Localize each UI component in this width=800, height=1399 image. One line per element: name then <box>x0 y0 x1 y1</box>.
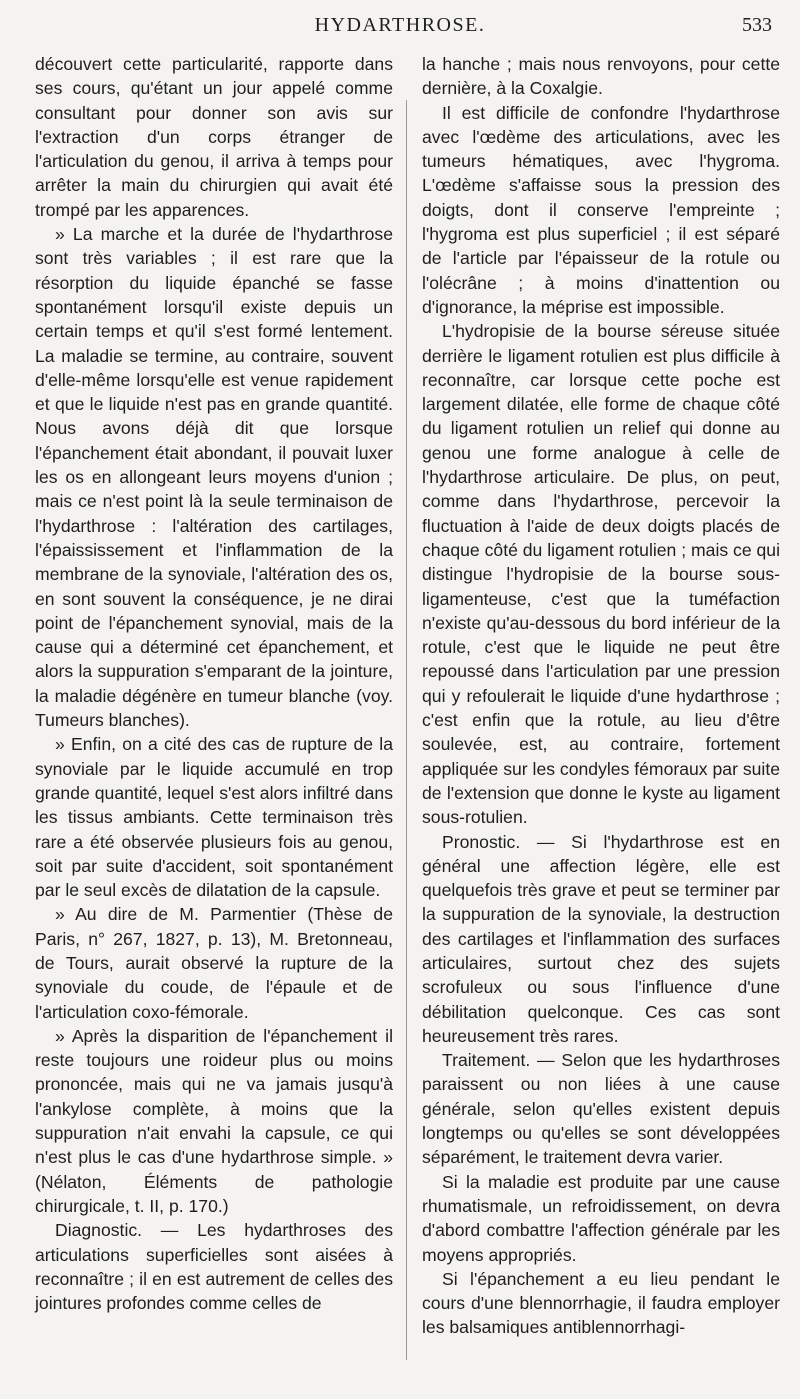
page-number: 533 <box>742 14 772 36</box>
paragraph: » Après la disparition de l'épanchement il reste toujours une roideur plus ou moins prononcée, mais qui ne va jamais jusqu'à l'ankylose complète, à moins que la suppuration n'ait envahi la capsule, ce qui n'est plus le cas d'une hydarthrose simple. » (Nélaton, Éléments de pathologie chirurgicale, t. II, p. 170.) <box>35 1025 393 1216</box>
paragraph: Si l'épanchement a eu lieu pendant le cours d'une blennorrhagie, il faudra employer les balsamiques antiblennorrhagi- <box>422 1268 780 1338</box>
page-header <box>0 8 800 42</box>
paragraph: » Enfin, on a cité des cas de rupture de la synoviale par le liquide accumulé en trop grande quantité, lequel s'est alors infiltré dans les tissus ambiants. Cette terminaison très rare a été observée plusieurs fois au genou, soit par suite d'accident, soit spontanément par le seul excès de dilatation de la capsule. <box>35 734 393 901</box>
paragraph: découvert cette particularité, rapporte dans ses cours, qu'étant un jour appelé comme consultant pour donner son avis sur l'extraction d'un corps étranger de l'articulation du genou, il arriva à temps pour arrêter la main du chirurgien qui avait été trompé par les apparences. <box>35 54 393 220</box>
paragraph: la hanche ; mais nous renvoyons, pour cette dernière, à la Coxalgie. <box>422 54 780 99</box>
left-column <box>35 52 393 1315</box>
paragraph: » Au dire de M. Parmentier (Thèse de Paris, n° 267, 1827, p. 13), M. Bretonneau, de Tours, aurait observé la rupture de la synoviale du coude, de l'épaule et de l'articulation coxo-fémorale. <box>35 904 393 1022</box>
paragraph: Il est difficile de confondre l'hydarthrose avec l'œdème des articulations, avec les tumeurs hématiques, avec l'hygroma. L'œdème s'affaisse sous la pression des doigts, dont il conserve l'empreinte ; l'hygroma est plus superficiel ; il est séparé de l'article par l'épaisseur de la rotule ou l'olécrâne ; à moins d'inattention ou d'ignorance, la méprise est impossible. <box>422 102 780 317</box>
paragraph: L'hydropisie de la bourse séreuse située derrière le ligament rotulien est plus difficile à reconnaître, car lorsque cette poche est largement dilatée, elle forme de chaque côté du ligament rotulien un relief qui donne au genou une forme analogue à celle de l'hydarthrose articulaire. De plus, on peut, comme dans l'hydarthrose, percevoir la fluctuation à l'aide de deux doigts placés de chaque côté du ligament rotulien ; mais ce qui distingue l'hydropisie de la bourse sous-ligamenteuse, c'est que la tuméfaction n'existe qu'au-dessous du bord inférieur de la rotule, c'est que le liquide ne peut être repoussé dans l'articulation par une pression qui y refoulerait le liquide d'une hydarthrose ; c'est enfin que la rotule, au lieu d'être soulevée, est, au contraire, fortement appliquée sur les condyles fémoraux par suite de l'extension que donne le kyste au ligament sous-rotulien. <box>422 321 780 828</box>
paragraph: Pronostic. — Si l'hydarthrose est en général une affection légère, elle est quelquefois très grave et peut se terminer par la suppuration de la synoviale, la destruction des cartilages et l'inflammation des surfaces articulaires, surtout chez des sujets scrofuleux ou sous l'influence d'une débilitation quelconque. Ces cas sont heureusement très rares. <box>422 831 780 1046</box>
paragraph: » La marche et la durée de l'hydarthrose sont très variables ; il est rare que la résorption du liquide épanché se fasse spontanément lorsqu'il existe depuis un certain temps et qu'il s'est formé lentement. La maladie se termine, au contraire, souvent d'elle-même lorsqu'elle est venue rapidement et que le liquide n'est pas en grande quantité. Nous avons déjà dit que lorsque l'épanchement était abondant, il pouvait luxer les os en allongeant leurs moyens d'union ; mais ce n'est point là la seule terminaison de l'hydarthrose : l'altération des cartilages, l'épaississement et l'inflammation de la membrane de la synoviale, l'altération des os, en sont souvent la conséquence, je ne dirai point de l'épanchement synovial, mais de la cause qui a déterminé cet épanchement, et alors la suppuration s'emparant de la jointure, la maladie dégénère en tumeur blanche (voy. Tumeurs blanches). <box>35 224 393 731</box>
paragraph: Diagnostic. — Les hydarthroses des articulations superficielles sont aisées à reconnaître ; il en est autrement de celles des jointures profondes comme celles de <box>35 1220 393 1314</box>
right-column <box>422 52 780 1340</box>
running-head: HYDARTHROSE. <box>314 14 486 36</box>
paragraph: Si la maladie est produite par une cause rhumatismale, un refroidissement, on devra d'abord combattre l'affection générale par les moyens appropriés. <box>422 1171 780 1265</box>
column-divider <box>406 100 407 1360</box>
paragraph: Traitement. — Selon que les hydarthroses paraissent ou non liées à une cause générale, selon qu'elles existent depuis longtemps ou qu'elles se sont développées séparément, le traitement devra varier. <box>422 1050 780 1168</box>
